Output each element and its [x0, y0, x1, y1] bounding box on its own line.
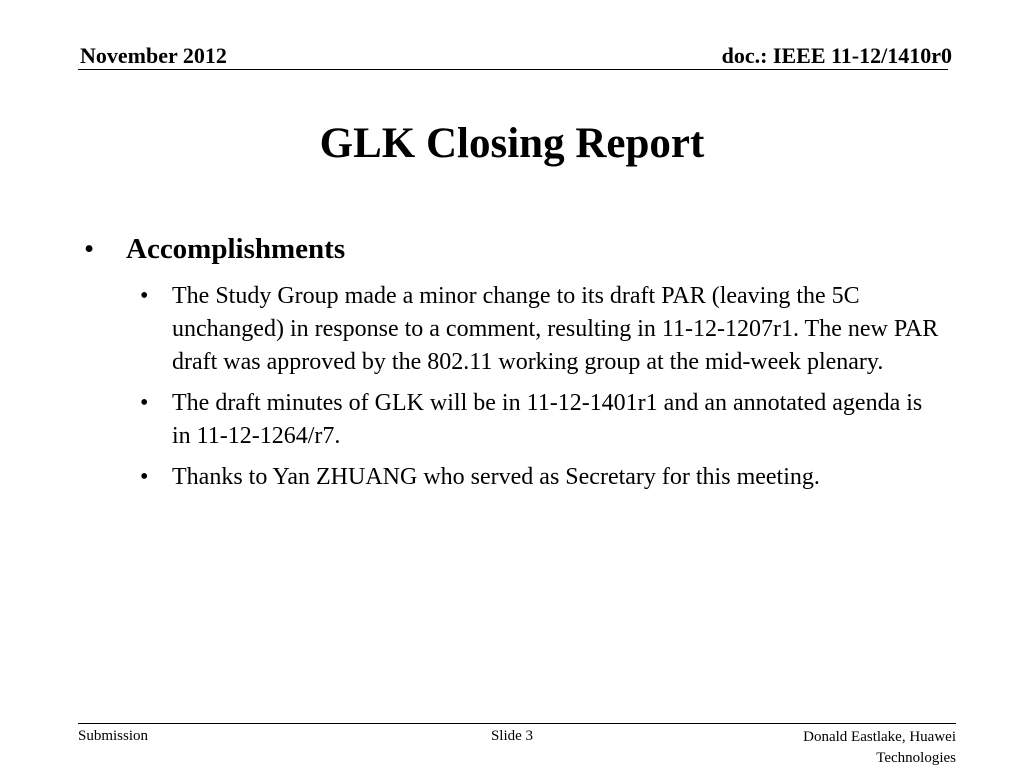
- footer-divider: [78, 723, 956, 724]
- footer-author: Donald Eastlake, Huawei Technologies: [803, 729, 956, 766]
- footer-submission: Submission: [78, 728, 149, 744]
- sub-bullet-list: [140, 280, 940, 502]
- footer-slide-number: Slide 3: [490, 728, 534, 744]
- sub-bullet-text: Thanks to Yan ZHUANG who served as Secretary for this meeting.: [172, 464, 820, 490]
- bullet-text: Accomplishments: [126, 233, 346, 265]
- header-doc-id: doc.: IEEE 11-12/1410r0: [721, 43, 952, 68]
- header-date: November 2012: [80, 43, 227, 68]
- sub-bullet-text: The Study Group made a minor change to its draft PAR (leaving the 5C unchanged) in response to a comment, resulting in 11-12-1207r1. The new PAR draft was approved by the 802.11 working group at the mid-week plenary.: [172, 283, 939, 375]
- slide-title: GLK Closing Report: [319, 120, 705, 167]
- sub-bullet-marker: •: [140, 283, 149, 309]
- sub-bullet-text: The draft minutes of GLK will be in 11-12-1401r1 and an annotated agenda is in 11-12-1264/r7.: [172, 390, 923, 449]
- sub-bullet-marker: •: [140, 390, 149, 416]
- header-divider: [78, 69, 948, 70]
- sub-bullet-thanks: [140, 461, 940, 494]
- bullet-accomplishments: [84, 230, 345, 268]
- bullet-marker: •: [84, 233, 95, 265]
- sub-bullet-minutes: [140, 387, 940, 453]
- sub-bullet-marker: •: [140, 464, 149, 490]
- sub-bullet-par-change: [140, 280, 940, 379]
